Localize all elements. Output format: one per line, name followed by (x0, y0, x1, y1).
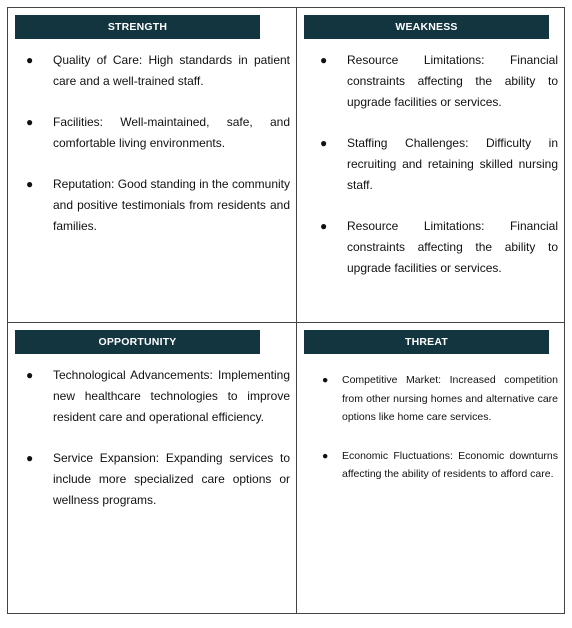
list-item-text: Service Expansion: Expanding services to include more specialized care options or wellness programs. (53, 451, 290, 507)
swot-table (7, 7, 565, 614)
strength-list (26, 50, 290, 257)
list-item-text: Competitive Market: Increased competition from other nursing homes and alternative care options like home care services. (342, 374, 558, 423)
list-item (320, 50, 558, 113)
list-item-text: Resource Limitations: Financial constraints affecting the ability to upgrade facilities or services. (347, 219, 558, 275)
threat-header: THREAT (304, 330, 549, 354)
bullet-icon: ● (322, 374, 329, 386)
list-item-text: Staffing Challenges: Difficulty in recruiting and retaining skilled nursing staff. (347, 136, 558, 192)
weakness-cell (297, 8, 564, 323)
bullet-icon: ● (26, 368, 34, 382)
opportunity-list (26, 365, 290, 531)
list-item (26, 50, 290, 92)
list-item (26, 448, 290, 511)
bullet-icon: ● (320, 219, 328, 233)
bullet-icon: ● (320, 136, 328, 150)
opportunity-cell (8, 323, 297, 613)
list-item-text: Resource Limitations: Financial constraints affecting the ability to upgrade facilities or services. (347, 53, 558, 109)
list-item-text: Facilities: Well-maintained, safe, and comfortable living environments. (53, 115, 290, 150)
list-item (320, 216, 558, 279)
bullet-icon: ● (26, 177, 34, 191)
list-item-text: Quality of Care: High standards in patient care and a well-trained staff. (53, 53, 290, 88)
bullet-icon: ● (26, 451, 34, 465)
strength-cell (8, 8, 297, 323)
list-item-text: Technological Advancements: Implementing new healthcare technologies to improve resident care and operational efficiency. (53, 368, 290, 424)
list-item (26, 112, 290, 154)
bullet-icon: ● (320, 53, 328, 67)
opportunity-header: OPPORTUNITY (15, 330, 260, 354)
threat-list (322, 371, 558, 504)
list-item (26, 174, 290, 237)
list-item (26, 365, 290, 428)
strength-header: STRENGTH (15, 15, 260, 39)
list-item-text: Reputation: Good standing in the community and positive testimonials from residents and families. (53, 177, 290, 233)
list-item (322, 371, 558, 427)
threat-cell (297, 323, 564, 613)
bullet-icon: ● (26, 115, 34, 129)
weakness-header: WEAKNESS (304, 15, 549, 39)
bullet-icon: ● (322, 449, 329, 462)
list-item-text: Economic Fluctuations: Economic downturns affecting the ability of residents to afford care. (342, 449, 558, 480)
weakness-list (320, 50, 558, 299)
list-item (320, 133, 558, 196)
list-item (322, 447, 558, 484)
bullet-icon: ● (26, 53, 34, 67)
